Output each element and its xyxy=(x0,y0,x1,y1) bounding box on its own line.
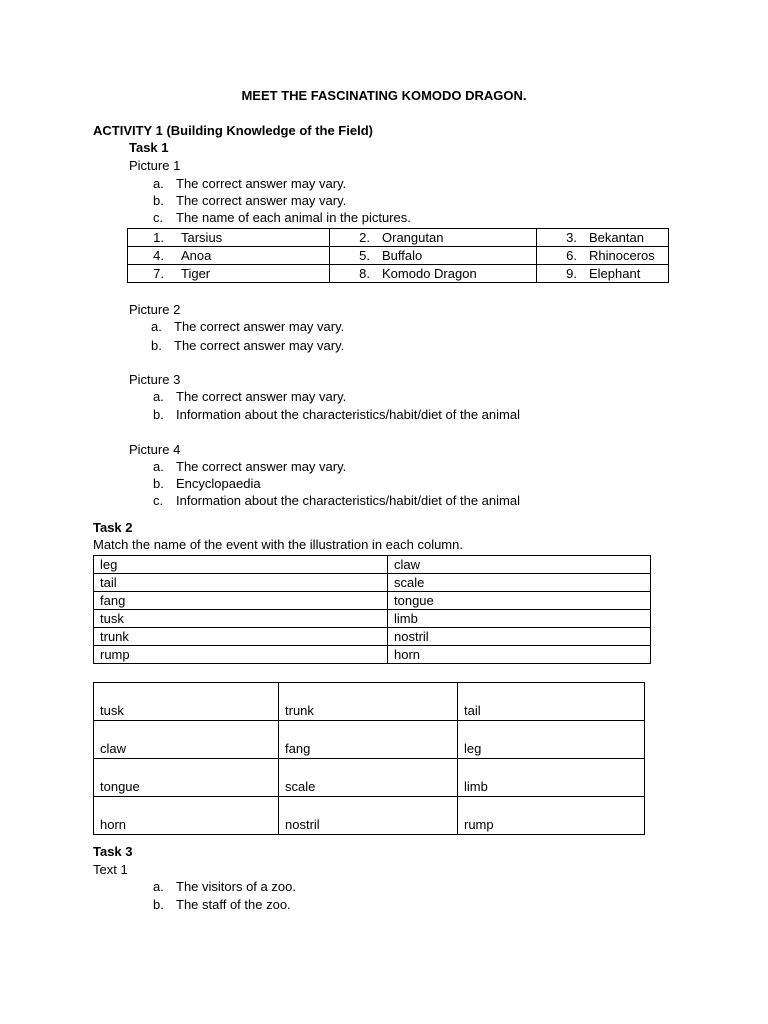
table-cell: limb xyxy=(388,610,651,628)
list-text: The correct answer may vary. xyxy=(176,193,347,208)
list-text: The visitors of a zoo. xyxy=(176,879,296,894)
table-row xyxy=(94,592,651,610)
list-marker: b. xyxy=(153,897,164,912)
table-cell: claw xyxy=(388,556,651,574)
table-cell: rump xyxy=(94,646,388,664)
list-text: Information about the characteristics/habit/diet of the animal xyxy=(176,493,520,508)
list-marker: b. xyxy=(153,193,164,208)
list-marker: a. xyxy=(151,319,162,334)
table-row xyxy=(94,556,651,574)
table-cell: leg xyxy=(94,556,388,574)
table-row xyxy=(94,683,645,721)
table-row xyxy=(94,646,651,664)
task2-heading: Task 2 xyxy=(93,520,133,535)
table-cell: 7. Tiger xyxy=(128,265,330,283)
list-text: The correct answer may vary. xyxy=(176,459,347,474)
table-cell: leg xyxy=(458,721,645,759)
list-text: The correct answer may vary. xyxy=(174,319,345,334)
task2-instruction: Match the name of the event with the illustration in each column. xyxy=(93,537,463,552)
activity-heading: ACTIVITY 1 (Building Knowledge of the Field) xyxy=(93,123,373,138)
table-cell: tusk xyxy=(94,683,279,721)
table-cell: 1. Tarsius xyxy=(128,229,330,247)
picture4-label: Picture 4 xyxy=(129,442,181,457)
illustration-grid xyxy=(93,682,645,835)
picture3-label: Picture 3 xyxy=(129,372,181,387)
list-marker: c. xyxy=(153,493,164,508)
list-marker: b. xyxy=(153,476,164,491)
table-cell: nostril xyxy=(388,628,651,646)
picture1-label: Picture 1 xyxy=(129,158,181,173)
table-cell: 5. Buffalo xyxy=(330,247,537,265)
page-title: MEET THE FASCINATING KOMODO DRAGON. xyxy=(241,88,527,103)
list-text: The name of each animal in the pictures. xyxy=(176,210,411,225)
list-marker: a. xyxy=(153,389,164,404)
table-cell: tail xyxy=(458,683,645,721)
table-cell: fang xyxy=(279,721,458,759)
list-text: The correct answer may vary. xyxy=(174,338,345,353)
task1-heading: Task 1 xyxy=(129,140,169,155)
table-cell: tongue xyxy=(94,759,279,797)
table-cell: nostril xyxy=(279,797,458,835)
matching-table xyxy=(93,555,651,664)
task3-heading: Task 3 xyxy=(93,844,133,859)
table-cell: horn xyxy=(388,646,651,664)
table-cell: trunk xyxy=(279,683,458,721)
table-cell: claw xyxy=(94,721,279,759)
table-cell: tusk xyxy=(94,610,388,628)
list-marker: a. xyxy=(153,459,164,474)
table-cell: 4. Anoa xyxy=(128,247,330,265)
table-cell: 6. Rhinoceros xyxy=(537,247,669,265)
table-row xyxy=(94,797,645,835)
animals-table xyxy=(127,228,669,283)
table-cell: fang xyxy=(94,592,388,610)
list-marker: b. xyxy=(151,338,162,353)
table-cell: 8. Komodo Dragon xyxy=(330,265,537,283)
table-cell: scale xyxy=(388,574,651,592)
list-text: The correct answer may vary. xyxy=(176,389,347,404)
task3-text-label: Text 1 xyxy=(93,862,128,877)
table-row xyxy=(128,265,669,283)
table-row xyxy=(94,759,645,797)
table-row xyxy=(94,721,645,759)
table-cell: scale xyxy=(279,759,458,797)
table-cell: tail xyxy=(94,574,388,592)
table-row xyxy=(128,229,669,247)
list-text: Encyclopaedia xyxy=(176,476,261,491)
table-row xyxy=(94,574,651,592)
list-marker: c. xyxy=(153,210,164,225)
table-cell: limb xyxy=(458,759,645,797)
list-marker: a. xyxy=(153,879,164,894)
table-row xyxy=(94,628,651,646)
list-text: Information about the characteristics/habit/diet of the animal xyxy=(176,407,520,422)
list-marker: b. xyxy=(153,407,164,422)
table-cell: tongue xyxy=(388,592,651,610)
picture2-label: Picture 2 xyxy=(129,302,181,317)
table-cell: horn xyxy=(94,797,279,835)
list-text: The correct answer may vary. xyxy=(176,176,347,191)
table-cell: trunk xyxy=(94,628,388,646)
table-row xyxy=(128,247,669,265)
table-cell: rump xyxy=(458,797,645,835)
list-marker: a. xyxy=(153,176,164,191)
table-cell: 2. Orangutan xyxy=(330,229,537,247)
list-text: The staff of the zoo. xyxy=(176,897,291,912)
table-row xyxy=(94,610,651,628)
table-cell: 3. Bekantan xyxy=(537,229,669,247)
table-cell: 9. Elephant xyxy=(537,265,669,283)
